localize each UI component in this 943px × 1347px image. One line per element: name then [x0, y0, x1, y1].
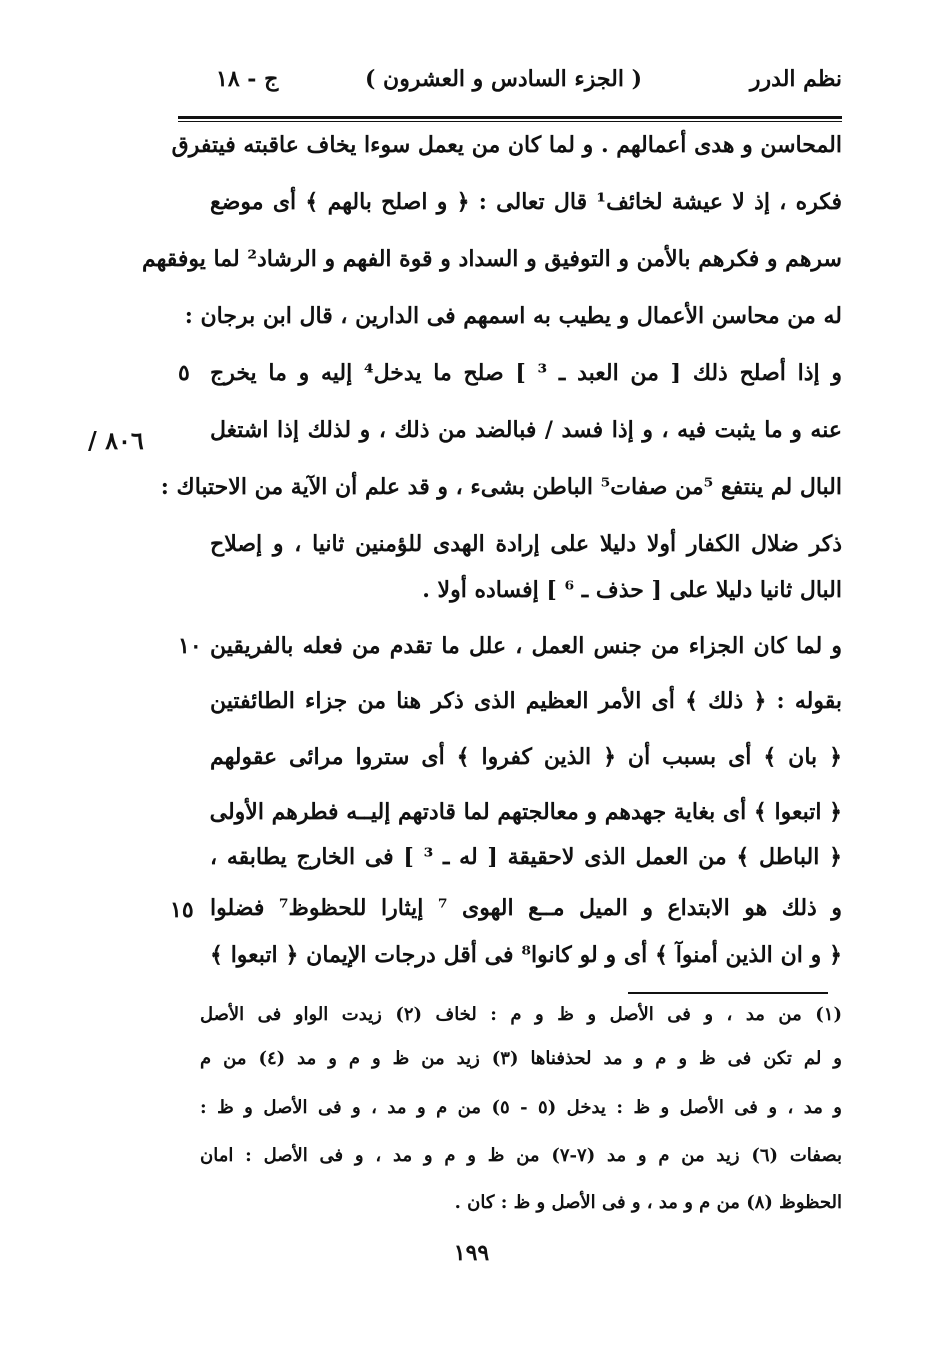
text-line: بقوله : ﴿ ذلك ﴾ أى الأمر العظيم الذى ذكر هنا من جزاء الطائفتين — [210, 688, 842, 714]
text-line: ﴿ اتبعوا ﴾ أى بغاية جهدهم و معالجتهم لما قادتهم إليــه فطرهم الأولى — [209, 799, 842, 825]
page-header — [178, 66, 842, 106]
text-line: فكره ، إذ لا عيشة لخائف¹ قال تعالى : ﴿ و اصلح بالهم ﴾ أى موضع — [210, 189, 843, 215]
line-number-15: ١٥ — [170, 897, 194, 923]
text-line: عنه و ما يثبت فيه ، و إذا فسد / فبالضد من ذلك ، و لذلك إذا اشتغل — [210, 417, 842, 443]
footnote-line: و لم تكن فى ظ و م و مد لحذفناها (٣) زيد من ظ و م و مد (٤) من م — [200, 1048, 842, 1069]
footnote-rule — [628, 992, 828, 994]
line-number-5: ٥ — [178, 360, 190, 386]
volume-number: ج - ١٨ — [216, 66, 279, 92]
text-line: له من محاسن الأعمال و يطيب به اسمهم فى الدارين ، قال ابن برجان : — [184, 303, 842, 329]
header-rule — [178, 116, 842, 119]
text-line: ذكر ضلال الكفار أولا دليلا على إرادة الهدى للؤمنين ثانيا ، و إصلاح — [210, 531, 842, 557]
footnote-line: و مد ، و فى الأصل و ظ : يدخل (٥ - ٥) من م و مد ، و فى الأصل و ظ : — [200, 1097, 842, 1118]
text-line: و ذلك هو الابتداع و الميل مــع الهوى ⁷ إيثارا للحظوظ⁷ فضلوا — [210, 895, 842, 921]
text-line: و لما كان الجزاء من جنس العمل ، علل ما تقدم من فعله بالفريقين — [210, 633, 842, 659]
text-line: ﴿ و ان الذين أمنوآ ﴾ أى و لو كانوا⁸ فى أقل درجات الإيمان ﴿ اتبعوا ﴾ — [210, 942, 842, 968]
header-rule-thin — [178, 121, 842, 122]
text-line: سرهم و فكرهم بالأمن و التوفيق و السداد و قوة الفهم و الرشاد² لما يوفقهم — [141, 246, 842, 272]
footnote-line: الحظوظ (٨) من م و مد ، و فى الأصل و ظ : كان . — [454, 1192, 842, 1213]
text-line: البال ثانيا دليلا على [ حذف ـ ⁶ ] إفساده أولا . — [422, 577, 842, 603]
text-line: ﴿ بان ﴾ أى بسبب أن ﴿ الذين كفروا ﴾ أى ستروا مرائى عقولهم — [210, 744, 842, 770]
page-number: ١٩٩ — [453, 1240, 490, 1266]
text-line: ﴿ الباطل ﴾ من العمل الذى لاحقيقة [ له ـ ³ ] فى الخارج يطابقه ، — [210, 844, 842, 870]
line-number-10: ١٠ — [178, 633, 202, 659]
footnote-line: بصفات (٦) زيد من م و مد (٧-٧) من ظ و م و مد ، و فى الأصل : امان — [200, 1145, 843, 1166]
text-line: البال لم ينتفع ⁵من صفات⁵ الباطن بشىء ، و قد علم أن الآية من الاحتباك : — [160, 474, 842, 500]
manuscript-folio-ref: ٨٠٦ / — [88, 426, 144, 455]
text-line: و إذا أصلح ذلك [ من العبد ـ ³ ] صلح ما يدخل⁴ إليه و ما يخرج — [210, 360, 842, 386]
text-line: المحاسن و هدى أعمالهم . و لما كان من يعمل سوءا يخاف عاقبته فيتفرق — [171, 132, 842, 158]
footnote-line: (١) من مد ، و فى الأصل و ظ و م : لخاف (٢) زيدت الواو فى الأصل — [200, 1004, 842, 1025]
part-title: ( الجزء السادس و العشرون ) — [364, 66, 642, 92]
book-title: نظم الدرر — [749, 66, 842, 92]
